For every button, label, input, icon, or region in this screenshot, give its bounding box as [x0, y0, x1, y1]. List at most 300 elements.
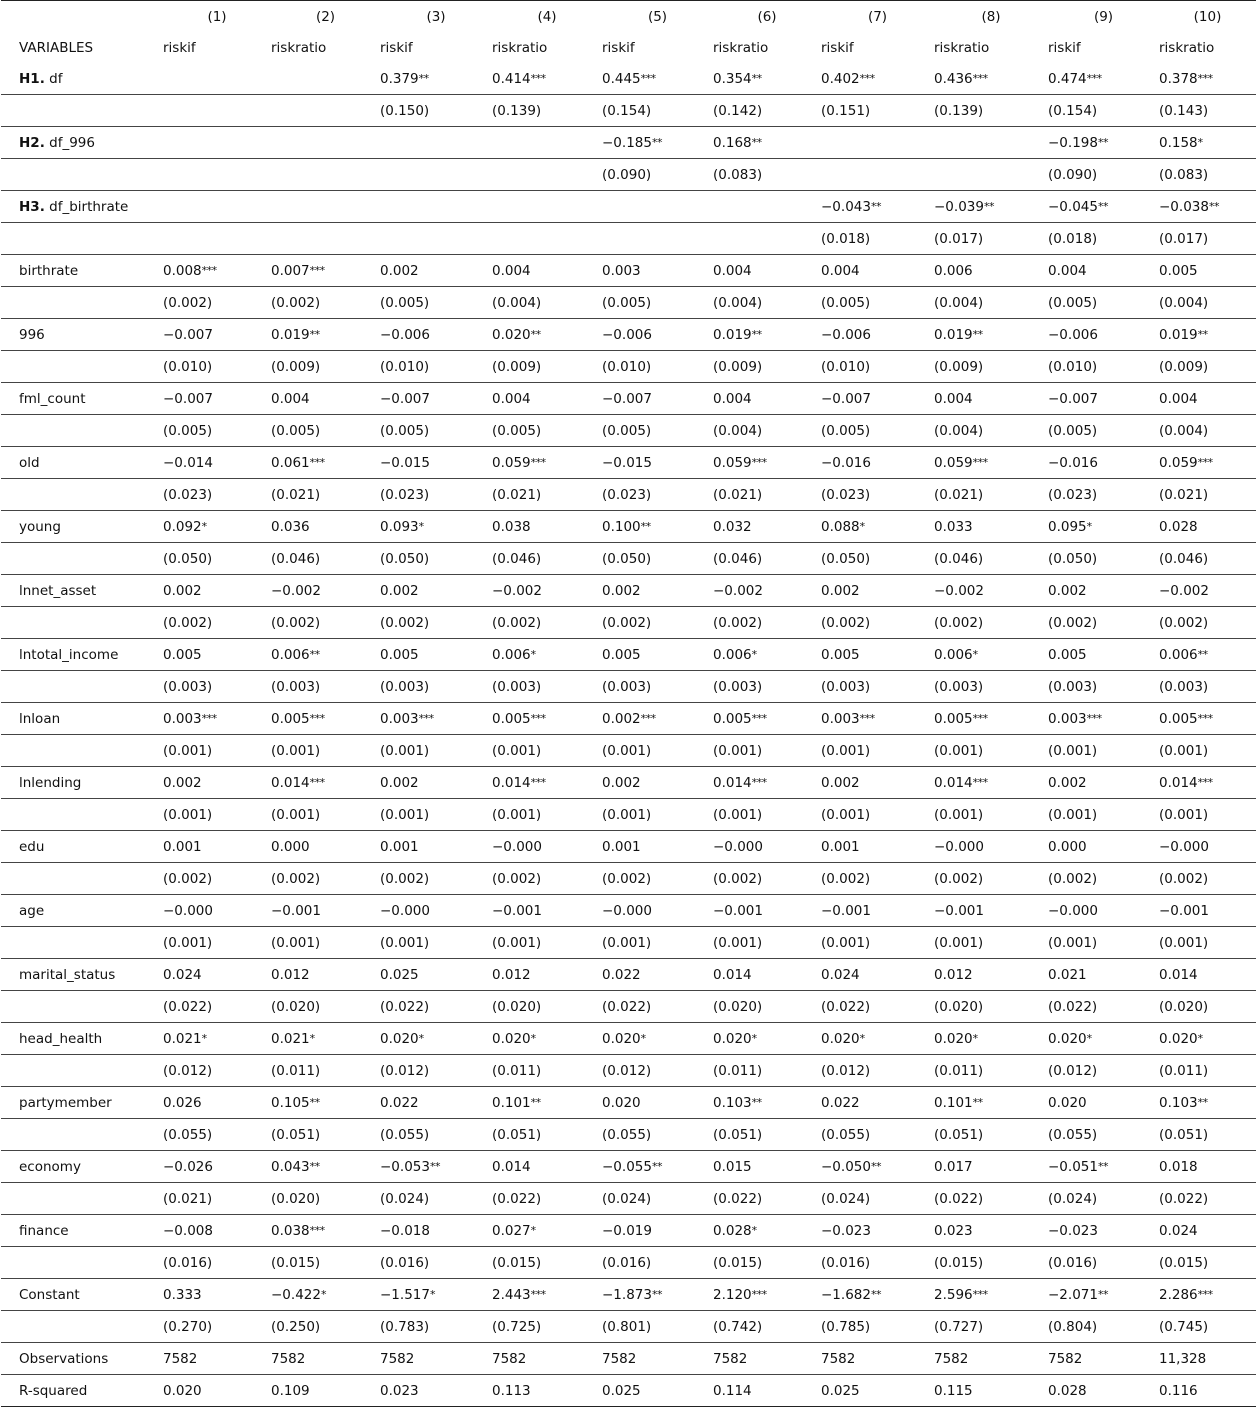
coefficient-cell [271, 895, 380, 927]
dependent-variable: riskif [163, 39, 196, 56]
coefficient-cell [713, 447, 821, 479]
variable-name-cell [1, 703, 163, 735]
coefficient-row [1, 831, 1256, 863]
coefficient-cell [1159, 255, 1256, 287]
coefficient-cell [934, 575, 1048, 607]
standard-error-cell: (0.050) [1048, 543, 1159, 575]
coefficient-cell [1048, 895, 1159, 927]
column-number: (4) [492, 1, 602, 33]
coefficient-cell [163, 255, 271, 287]
coefficient-cell [163, 1087, 271, 1119]
coefficient-value: 0.001 [821, 838, 860, 855]
coefficient-cell [934, 895, 1048, 927]
coefficient-value: 0.006 [934, 262, 973, 279]
standard-error-stub [1, 863, 163, 895]
coefficient-value: 2.120 [713, 1286, 752, 1303]
significance-stars: * [320, 1287, 326, 1301]
coefficient-value: 0.092 [163, 518, 202, 535]
coefficient-value: −0.007 [380, 390, 430, 407]
significance-stars: *** [309, 711, 325, 725]
coefficient-value: 0.002 [602, 774, 641, 791]
significance-stars: *** [309, 263, 325, 277]
significance-stars: *** [972, 71, 988, 85]
coefficient-value: 0.033 [934, 518, 973, 535]
significance-stars: * [972, 647, 978, 661]
standard-error-cell: (0.051) [1159, 1119, 1256, 1151]
coefficient-value: 0.105 [271, 1094, 310, 1111]
coefficient-value: 0.014 [713, 774, 752, 791]
coefficient-value: 0.002 [163, 582, 202, 599]
standard-error-cell: (0.021) [713, 479, 821, 511]
coefficient-value: 0.014 [713, 966, 752, 983]
coefficient-cell [934, 767, 1048, 799]
coefficient-cell [821, 1279, 934, 1311]
coefficient-value: −0.001 [271, 902, 321, 919]
standard-error-cell: (0.003) [380, 671, 492, 703]
coefficient-cell [271, 703, 380, 735]
coefficient-value: 0.095 [1048, 518, 1087, 535]
standard-error-stub [1, 1247, 163, 1279]
coefficient-cell [1159, 511, 1256, 543]
standard-error-cell [602, 223, 713, 255]
coefficient-value: −0.001 [492, 902, 542, 919]
coefficient-value: 0.002 [1048, 774, 1087, 791]
coefficient-cell [1048, 1087, 1159, 1119]
standard-error-cell: (0.002) [602, 607, 713, 639]
coefficient-value: 0.019 [934, 326, 973, 343]
coefficient-cell [713, 703, 821, 735]
coefficient-value: −1.682 [821, 1286, 871, 1303]
standard-error-cell: (0.001) [492, 927, 602, 959]
standard-error-cell: (0.001) [1048, 927, 1159, 959]
standard-error-cell: (0.001) [271, 799, 380, 831]
coefficient-cell [163, 1279, 271, 1311]
variable-name-cell [1, 1087, 163, 1119]
significance-stars: *** [1197, 455, 1213, 469]
coefficient-value: −0.002 [1159, 582, 1209, 599]
standard-error-cell: (0.785) [821, 1311, 934, 1343]
standard-error-cell: (0.003) [271, 671, 380, 703]
coefficient-cell [713, 767, 821, 799]
coefficient-cell [492, 1023, 602, 1055]
dependent-variable: riskratio [934, 39, 990, 56]
standard-error-cell [492, 159, 602, 191]
coefficient-cell [602, 383, 713, 415]
variable-name: finance [19, 1222, 69, 1239]
dependent-variable: riskratio [492, 39, 548, 56]
coefficient-value: 0.004 [492, 262, 531, 279]
standard-error-cell [380, 223, 492, 255]
coefficient-value: 0.333 [163, 1286, 202, 1303]
standard-error-row [1, 607, 1256, 639]
coefficient-value: 0.445 [602, 70, 641, 87]
regression-table [1, 0, 1256, 1407]
standard-error-cell: (0.023) [163, 479, 271, 511]
standard-error-cell: (0.001) [821, 927, 934, 959]
standard-error-cell [163, 223, 271, 255]
coefficient-value: −0.000 [713, 838, 763, 855]
coefficient-cell [492, 1151, 602, 1183]
coefficient-cell [713, 1023, 821, 1055]
coefficient-cell [271, 959, 380, 991]
summary-value: 0.023 [380, 1375, 492, 1407]
standard-error-cell: (0.001) [163, 799, 271, 831]
coefficient-cell [380, 447, 492, 479]
significance-stars: *** [972, 711, 988, 725]
coefficient-cell [1048, 767, 1159, 799]
dependent-variable: riskratio [1159, 39, 1215, 56]
coefficient-value: 0.043 [271, 1158, 310, 1175]
standard-error-cell: (0.005) [1048, 287, 1159, 319]
coefficient-value: 0.020 [602, 1094, 641, 1111]
variable-name: young [19, 518, 61, 535]
coefficient-cell [602, 703, 713, 735]
variable-name-cell [1, 1279, 163, 1311]
coefficient-value: 0.022 [380, 1094, 419, 1111]
variable-name: lnloan [19, 710, 61, 727]
standard-error-cell: (0.001) [163, 735, 271, 767]
coefficient-value: −0.001 [1159, 902, 1209, 919]
standard-error-stub [1, 1055, 163, 1087]
variable-name: age [19, 902, 45, 919]
standard-error-cell: (0.010) [602, 351, 713, 383]
coefficient-value: 0.032 [713, 518, 752, 535]
coefficient-value: 0.020 [492, 326, 531, 343]
coefficient-cell [821, 447, 934, 479]
significance-stars: ** [870, 1287, 881, 1301]
standard-error-stub [1, 607, 163, 639]
coefficient-value: −0.006 [1048, 326, 1098, 343]
coefficient-cell [380, 959, 492, 991]
standard-error-cell: (0.005) [821, 287, 934, 319]
coefficient-value: 0.002 [380, 774, 419, 791]
standard-error-cell: (0.005) [1048, 415, 1159, 447]
standard-error-row [1, 159, 1256, 191]
column-number: (6) [713, 1, 821, 33]
coefficient-cell [821, 127, 934, 159]
coefficient-cell [492, 1087, 602, 1119]
standard-error-cell: (0.009) [492, 351, 602, 383]
significance-stars: ** [418, 71, 429, 85]
significance-stars: * [1197, 135, 1203, 149]
coefficient-value: −0.006 [380, 326, 430, 343]
significance-stars: ** [640, 519, 651, 533]
standard-error-cell: (0.009) [713, 351, 821, 383]
coefficient-cell [821, 1151, 934, 1183]
coefficient-value: 0.436 [934, 70, 973, 87]
coefficient-value: 0.012 [271, 966, 310, 983]
coefficient-cell [1159, 703, 1256, 735]
coefficient-value: 0.018 [1159, 1158, 1198, 1175]
coefficient-value: −0.008 [163, 1222, 213, 1239]
variable-name: lnnet_asset [19, 582, 97, 599]
coefficient-value: −1.873 [602, 1286, 652, 1303]
standard-error-cell [163, 159, 271, 191]
coefficient-value: 0.004 [713, 390, 752, 407]
standard-error-cell: (0.002) [380, 607, 492, 639]
standard-error-cell: (0.002) [492, 863, 602, 895]
coefficient-value: −0.019 [602, 1222, 652, 1239]
coefficient-cell [271, 511, 380, 543]
coefficient-cell [380, 63, 492, 95]
standard-error-stub [1, 223, 163, 255]
standard-error-cell: (0.010) [163, 351, 271, 383]
coefficient-cell [1159, 1279, 1256, 1311]
coefficient-value: −0.000 [1159, 838, 1209, 855]
coefficient-value: 0.002 [821, 774, 860, 791]
standard-error-row [1, 863, 1256, 895]
standard-error-cell: (0.001) [1159, 927, 1256, 959]
significance-stars: ** [1097, 199, 1108, 213]
standard-error-cell: (0.727) [934, 1311, 1048, 1343]
variable-name: df_996 [49, 134, 95, 151]
standard-error-cell: (0.022) [821, 991, 934, 1023]
standard-error-cell: (0.745) [1159, 1311, 1256, 1343]
coefficient-value: 0.025 [380, 966, 419, 983]
coefficient-cell [492, 767, 602, 799]
standard-error-cell: (0.005) [602, 287, 713, 319]
coefficient-value: 0.005 [602, 646, 641, 663]
variable-name-cell [1, 895, 163, 927]
standard-error-cell: (0.003) [821, 671, 934, 703]
coefficient-cell [934, 959, 1048, 991]
standard-error-cell: (0.004) [1159, 287, 1256, 319]
standard-error-cell: (0.050) [380, 543, 492, 575]
standard-error-cell [821, 159, 934, 191]
significance-stars: * [751, 1223, 757, 1237]
coefficient-cell [380, 255, 492, 287]
coefficient-cell [602, 575, 713, 607]
coefficient-cell [602, 895, 713, 927]
coefficient-row [1, 1279, 1256, 1311]
coefficient-row [1, 767, 1256, 799]
significance-stars: * [429, 1287, 435, 1301]
coefficient-cell [271, 127, 380, 159]
coefficient-value: 0.024 [163, 966, 202, 983]
coefficient-value: −0.014 [163, 454, 213, 471]
coefficient-cell [1159, 1087, 1256, 1119]
significance-stars: *** [859, 711, 875, 725]
summary-value: 7582 [271, 1343, 380, 1375]
standard-error-cell: (0.046) [934, 543, 1048, 575]
standard-error-cell: (0.002) [821, 863, 934, 895]
coefficient-row [1, 1087, 1256, 1119]
coefficient-cell [1048, 959, 1159, 991]
coefficient-cell [934, 639, 1048, 671]
standard-error-cell: (0.055) [163, 1119, 271, 1151]
standard-error-cell: (0.001) [1048, 799, 1159, 831]
coefficient-value: 0.093 [380, 518, 419, 535]
coefficient-cell [1159, 575, 1256, 607]
coefficient-value: 0.023 [934, 1222, 973, 1239]
coefficient-value: −0.002 [713, 582, 763, 599]
significance-stars: ** [309, 327, 320, 341]
coefficient-value: 0.000 [1048, 838, 1087, 855]
variable-name-cell [1, 511, 163, 543]
coefficient-cell [713, 319, 821, 351]
coefficient-cell [163, 191, 271, 223]
coefficient-value: 0.021 [271, 1030, 310, 1047]
coefficient-value: 0.000 [271, 838, 310, 855]
significance-stars: *** [530, 71, 546, 85]
summary-value: 0.025 [821, 1375, 934, 1407]
significance-stars: ** [870, 199, 881, 213]
standard-error-stub [1, 287, 163, 319]
variable-name-cell [1, 447, 163, 479]
coefficient-value: 0.059 [492, 454, 531, 471]
standard-error-stub [1, 479, 163, 511]
coefficient-value: 0.003 [602, 262, 641, 279]
significance-stars: * [1086, 1031, 1092, 1045]
significance-stars: *** [201, 711, 217, 725]
coefficient-value: 0.101 [934, 1094, 973, 1111]
standard-error-row [1, 415, 1256, 447]
standard-error-cell: (0.020) [934, 991, 1048, 1023]
coefficient-cell [713, 959, 821, 991]
coefficient-cell [821, 383, 934, 415]
coefficient-value: −0.016 [1048, 454, 1098, 471]
standard-error-cell: (0.021) [934, 479, 1048, 511]
coefficient-value: 0.008 [163, 262, 202, 279]
variable-name: head_health [19, 1030, 103, 1047]
significance-stars: *** [530, 455, 546, 469]
standard-error-row [1, 223, 1256, 255]
coefficient-cell [271, 831, 380, 863]
standard-error-cell: (0.005) [380, 415, 492, 447]
standard-error-cell: (0.046) [1159, 543, 1256, 575]
coefficient-cell [271, 63, 380, 95]
standard-error-cell: (0.004) [713, 287, 821, 319]
coefficient-value: 0.002 [163, 774, 202, 791]
standard-error-cell: (0.001) [1159, 799, 1256, 831]
summary-value: 0.114 [713, 1375, 821, 1407]
standard-error-stub [1, 543, 163, 575]
coefficient-cell [163, 831, 271, 863]
significance-stars: *** [972, 1287, 988, 1301]
standard-error-cell: (0.046) [713, 543, 821, 575]
standard-error-cell: (0.022) [602, 991, 713, 1023]
standard-error-row [1, 543, 1256, 575]
standard-error-cell: (0.154) [602, 95, 713, 127]
coefficient-cell [1159, 1023, 1256, 1055]
coefficient-value: 0.012 [492, 966, 531, 983]
coefficient-value: 0.059 [934, 454, 973, 471]
summary-value: 7582 [934, 1343, 1048, 1375]
standard-error-cell: (0.015) [271, 1247, 380, 1279]
standard-error-cell: (0.050) [163, 543, 271, 575]
significance-stars: ** [1097, 1159, 1108, 1173]
coefficient-cell [163, 703, 271, 735]
standard-error-row [1, 735, 1256, 767]
significance-stars: ** [751, 327, 762, 341]
standard-error-cell: (0.023) [1048, 479, 1159, 511]
standard-error-cell: (0.012) [1048, 1055, 1159, 1087]
standard-error-cell: (0.023) [602, 479, 713, 511]
coefficient-cell [271, 767, 380, 799]
standard-error-row [1, 991, 1256, 1023]
significance-stars: * [1197, 1031, 1203, 1045]
coefficient-value: 0.003 [380, 710, 419, 727]
coefficient-value: −0.002 [271, 582, 321, 599]
standard-error-cell: (0.024) [821, 1183, 934, 1215]
standard-error-cell: (0.139) [492, 95, 602, 127]
standard-error-cell: (0.083) [1159, 159, 1256, 191]
coefficient-cell [380, 639, 492, 671]
coefficient-value: −0.006 [602, 326, 652, 343]
coefficient-row [1, 1215, 1256, 1247]
significance-stars: * [418, 1031, 424, 1045]
coefficient-value: −0.000 [602, 902, 652, 919]
variable-name: fml_count [19, 390, 86, 407]
standard-error-cell [271, 223, 380, 255]
coefficient-value: −0.006 [821, 326, 871, 343]
hypothesis-label: H3. [19, 198, 45, 215]
coefficient-value: 0.003 [163, 710, 202, 727]
coefficient-cell [163, 1215, 271, 1247]
coefficient-value: −0.023 [1048, 1222, 1098, 1239]
coefficient-cell [934, 255, 1048, 287]
significance-stars: * [859, 1031, 865, 1045]
coefficient-value: 0.019 [1159, 326, 1198, 343]
column-number: (7) [821, 1, 934, 33]
standard-error-cell: (0.002) [271, 607, 380, 639]
coefficient-cell [821, 319, 934, 351]
standard-error-cell: (0.003) [492, 671, 602, 703]
coefficient-value: 0.101 [492, 1094, 531, 1111]
standard-error-cell: (0.055) [380, 1119, 492, 1151]
standard-error-cell: (0.004) [1159, 415, 1256, 447]
significance-stars: *** [530, 711, 546, 725]
coefficient-cell [1048, 639, 1159, 671]
coefficient-cell [602, 831, 713, 863]
coefficient-value: 0.061 [271, 454, 310, 471]
variable-name-cell [1, 575, 163, 607]
standard-error-cell: (0.046) [492, 543, 602, 575]
coefficient-value: 0.103 [1159, 1094, 1198, 1111]
standard-error-cell: (0.001) [934, 799, 1048, 831]
coefficient-cell [492, 511, 602, 543]
coefficient-value: 2.286 [1159, 1286, 1198, 1303]
coefficient-value: 0.005 [380, 646, 419, 663]
coefficient-cell [1048, 319, 1159, 351]
significance-stars: ** [530, 1095, 541, 1109]
coefficient-value: 0.020 [1048, 1030, 1087, 1047]
column-number: (1) [163, 1, 271, 33]
coefficient-cell [492, 383, 602, 415]
coefficient-value: −0.023 [821, 1222, 871, 1239]
coefficient-cell [163, 447, 271, 479]
coefficient-value: 2.596 [934, 1286, 973, 1303]
standard-error-cell: (0.001) [934, 927, 1048, 959]
coefficient-value: 0.002 [821, 582, 860, 599]
standard-error-cell: (0.018) [1048, 223, 1159, 255]
coefficient-cell [380, 575, 492, 607]
coefficient-cell [1048, 575, 1159, 607]
standard-error-cell: (0.018) [821, 223, 934, 255]
standard-error-cell: (0.002) [1159, 863, 1256, 895]
coefficient-value: 0.020 [1048, 1094, 1087, 1111]
variable-name: marital_status [19, 966, 116, 983]
coefficient-value: 0.006 [271, 646, 310, 663]
coefficient-cell [1159, 1151, 1256, 1183]
significance-stars: *** [201, 263, 217, 277]
significance-stars: * [751, 1031, 757, 1045]
standard-error-cell: (0.015) [934, 1247, 1048, 1279]
coefficient-cell [380, 511, 492, 543]
coefficient-cell [713, 63, 821, 95]
coefficient-value: 0.017 [934, 1158, 973, 1175]
standard-error-cell: (0.003) [934, 671, 1048, 703]
